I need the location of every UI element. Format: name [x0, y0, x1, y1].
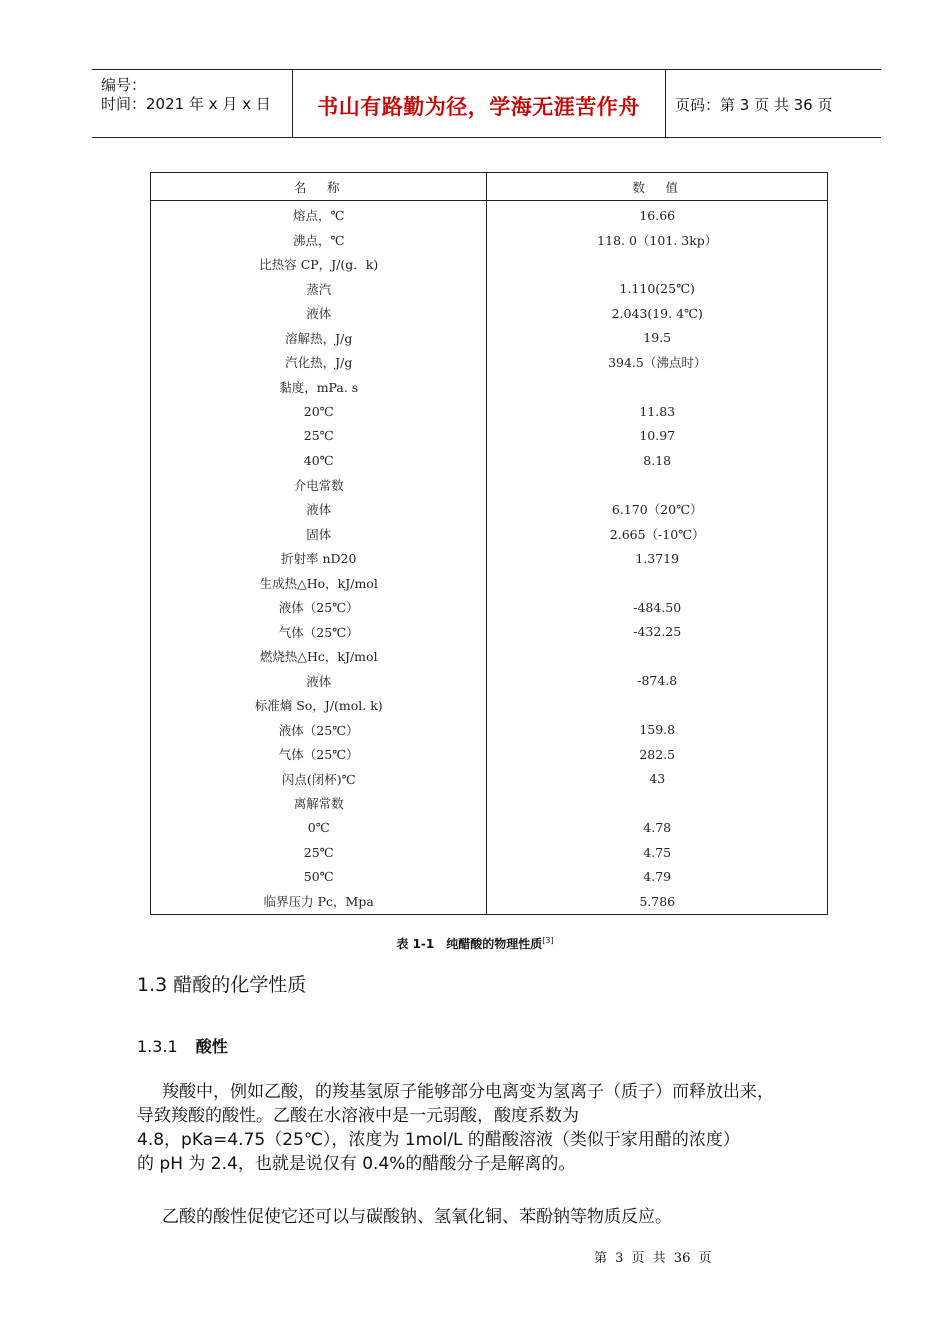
property-name-cell: 介电常数	[151, 473, 487, 498]
property-value-cell: 2.043(19. 4℃)	[487, 301, 828, 326]
property-name-cell: 液体	[151, 669, 487, 694]
column-header-value: 数 值	[487, 173, 828, 201]
property-value-cell: 118. 0（101. 3kp）	[487, 228, 828, 253]
property-name-cell: 25℃	[151, 840, 487, 865]
table-row	[151, 693, 828, 718]
property-value-cell: 282.5	[487, 742, 828, 767]
property-name-cell: 标准熵 So，J/(mol. k)	[151, 693, 487, 718]
property-name-cell: 20℃	[151, 399, 487, 424]
table-row	[151, 644, 828, 669]
table-row	[151, 571, 828, 596]
page-number-label: 页码：第 3 页 共 36 页	[675, 96, 833, 114]
table-row	[151, 669, 828, 694]
property-value-cell: 6.170（20℃）	[487, 497, 828, 522]
property-value-cell	[487, 473, 828, 498]
property-value-cell: -432.25	[487, 620, 828, 645]
time-label: 时间：2021 年 x 月 x 日	[101, 95, 271, 113]
property-value-cell: -874.8	[487, 669, 828, 694]
table-row	[151, 889, 828, 914]
physical-properties-table	[150, 172, 828, 915]
property-value-cell: 159.8	[487, 718, 828, 743]
property-name-cell: 气体（25℃）	[151, 742, 487, 767]
property-value-cell: 4.79	[487, 865, 828, 890]
table-row	[151, 301, 828, 326]
property-name-cell: 液体	[151, 497, 487, 522]
section-title: 醋酸的化学性质	[173, 974, 307, 996]
table-row	[151, 816, 828, 841]
section-number: 1.3	[137, 974, 168, 996]
table-row	[151, 840, 828, 865]
property-name-cell: 离解常数	[151, 791, 487, 816]
property-value-cell: 43	[487, 767, 828, 792]
property-value-cell: 4.75	[487, 840, 828, 865]
property-name-cell: 闪点(闭杯)℃	[151, 767, 487, 792]
table-row	[151, 742, 828, 767]
property-value-cell: 16.66	[487, 201, 828, 228]
table-caption	[0, 935, 950, 952]
table-row	[151, 424, 828, 449]
paragraph-line: 导致羧酸的酸性。乙酸在水溶液中是一元弱酸，酸度系数为	[137, 1106, 579, 1126]
property-name-cell: 折射率 nD20	[151, 546, 487, 571]
table-row	[151, 595, 828, 620]
table-row	[151, 201, 828, 228]
property-value-cell: 1.3719	[487, 546, 828, 571]
table-row	[151, 620, 828, 645]
subsection-number: 1.3.1	[137, 1037, 178, 1056]
property-name-cell: 黏度，mPa. s	[151, 375, 487, 400]
property-value-cell	[487, 375, 828, 400]
section-heading	[137, 970, 306, 997]
property-value-cell: -484.50	[487, 595, 828, 620]
property-value-cell: 394.5（沸点时）	[487, 350, 828, 375]
subsection-title: 酸性	[195, 1037, 228, 1056]
table-row	[151, 350, 828, 375]
header-meta-cell	[92, 70, 293, 137]
column-header-name: 名 称	[151, 173, 487, 201]
property-name-cell: 40℃	[151, 448, 487, 473]
table-row	[151, 277, 828, 302]
table-row	[151, 252, 828, 277]
property-value-cell	[487, 571, 828, 596]
table-row	[151, 473, 828, 498]
property-value-cell: 19.5	[487, 326, 828, 351]
paragraph-line: 的 pH 为 2.4，也就是说仅有 0.4%的醋酸分子是解离的。	[137, 1154, 576, 1174]
property-name-cell: 燃烧热△Hc，kJ/mol	[151, 644, 487, 669]
property-name-cell: 生成热△Ho，kJ/mol	[151, 571, 487, 596]
property-value-cell: 11.83	[487, 399, 828, 424]
table-row	[151, 767, 828, 792]
property-name-cell: 蒸汽	[151, 277, 487, 302]
table-body	[151, 201, 828, 915]
table-row	[151, 718, 828, 743]
property-name-cell: 熔点，℃	[151, 201, 487, 228]
property-value-cell: 2.665（-10℃）	[487, 522, 828, 547]
property-name-cell: 临界压力 Pc，Mpa	[151, 889, 487, 914]
property-name-cell: 溶解热，J/g	[151, 326, 487, 351]
property-name-cell: 气体（25℃）	[151, 620, 487, 645]
motto: 书山有路勤为径，学海无涯苦作舟	[317, 95, 640, 119]
table-row	[151, 865, 828, 890]
property-name-cell: 沸点，℃	[151, 228, 487, 253]
paragraph-line: 4.8，pKa=4.75（25℃），浓度为 1mol/L 的醋酸溶液（类似于家用醋的浓度）	[137, 1130, 740, 1150]
table-row	[151, 375, 828, 400]
table-row	[151, 448, 828, 473]
paragraph-acidity	[137, 1080, 852, 1176]
property-name-cell: 0℃	[151, 816, 487, 841]
property-value-cell: 5.786	[487, 889, 828, 914]
property-value-cell	[487, 791, 828, 816]
property-value-cell	[487, 693, 828, 718]
subsection-heading	[137, 1034, 228, 1057]
paragraph-line: 羧酸中，例如乙酸，的羧基氢原子能够部分电离变为氢离子（质子）而释放出来，	[162, 1082, 774, 1102]
property-value-cell: 8.18	[487, 448, 828, 473]
property-value-cell: 1.110(25℃)	[487, 277, 828, 302]
table-row	[151, 326, 828, 351]
header-motto-cell	[292, 70, 666, 137]
property-name-cell: 液体（25℃）	[151, 595, 487, 620]
table-row	[151, 791, 828, 816]
property-name-cell: 液体（25℃）	[151, 718, 487, 743]
property-name-cell: 比热容 CP，J/(g．k)	[151, 252, 487, 277]
property-name-cell: 液体	[151, 301, 487, 326]
table-row	[151, 522, 828, 547]
property-name-cell: 汽化热，J/g	[151, 350, 487, 375]
property-value-cell: 10.97	[487, 424, 828, 449]
table-row	[151, 399, 828, 424]
page-header	[92, 69, 881, 138]
serial-label: 编号：	[101, 76, 147, 94]
table-row	[151, 546, 828, 571]
property-name-cell: 固体	[151, 522, 487, 547]
property-name-cell: 25℃	[151, 424, 487, 449]
property-value-cell	[487, 252, 828, 277]
table-row	[151, 228, 828, 253]
page-footer: 第 3 页 共 36 页	[594, 1251, 712, 1266]
caption-reference: [3]	[542, 936, 554, 945]
property-value-cell	[487, 644, 828, 669]
paragraph-reactions: 乙酸的酸性促使它还可以与碳酸钠、氢氧化铜、苯酚钠等物质反应。	[162, 1207, 672, 1227]
table-row	[151, 497, 828, 522]
table-header-row	[151, 173, 828, 201]
header-page-cell	[665, 70, 881, 137]
property-value-cell: 4.78	[487, 816, 828, 841]
property-name-cell: 50℃	[151, 865, 487, 890]
caption-text: 表 1-1 纯醋酸的物理性质	[396, 937, 543, 951]
